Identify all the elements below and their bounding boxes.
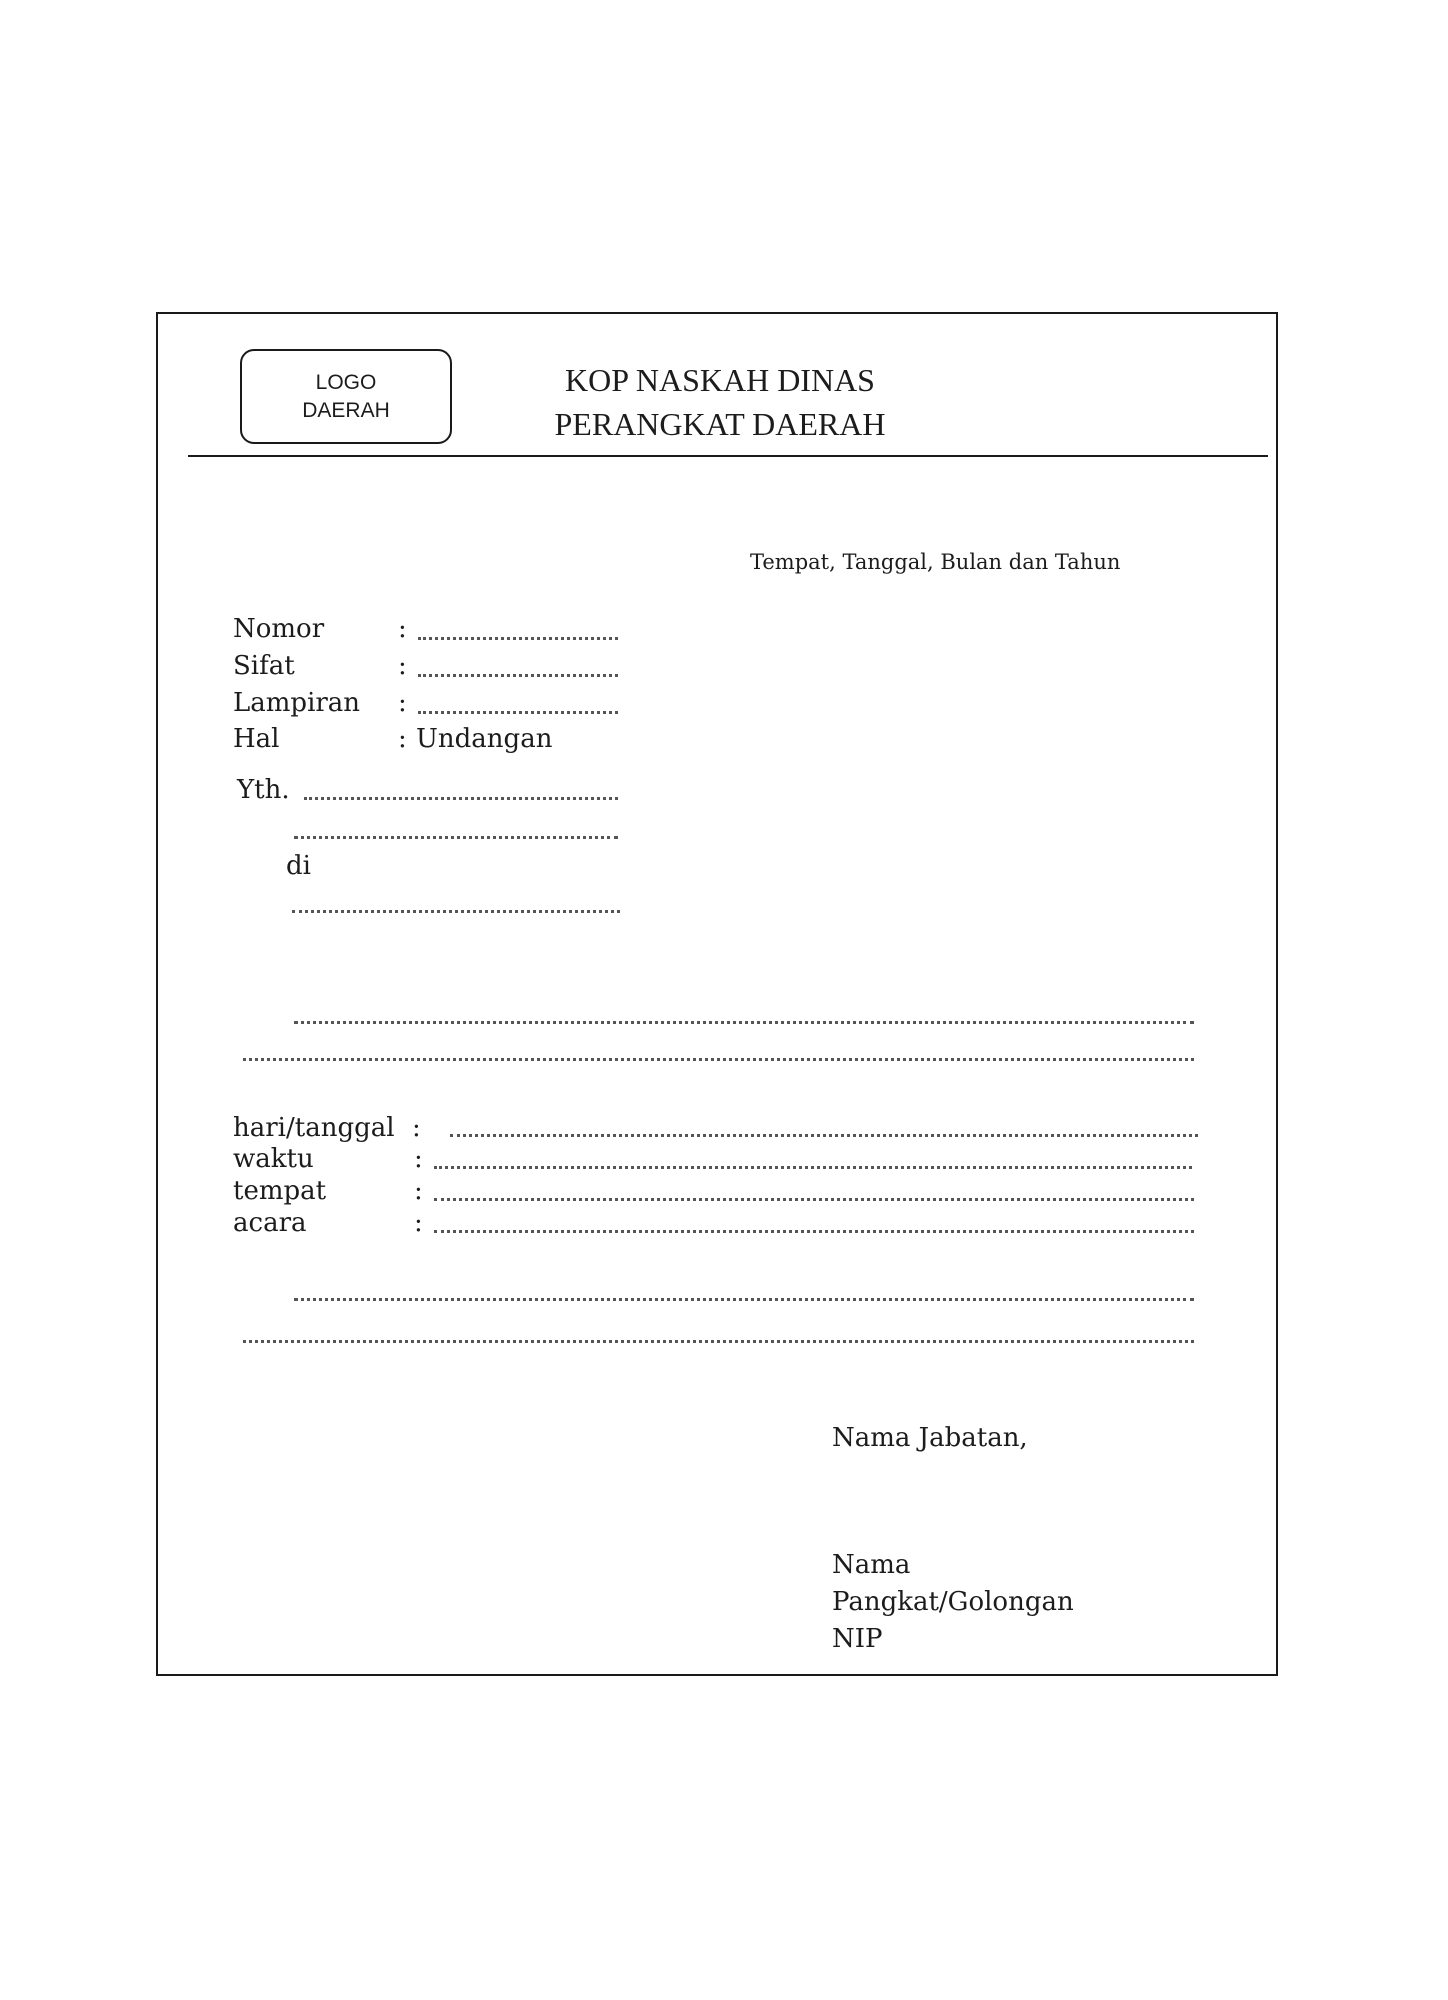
event-label-waktu: waktu xyxy=(233,1144,314,1174)
logo-placeholder xyxy=(240,349,452,444)
signature-nip: NIP xyxy=(832,1624,883,1654)
event-label-hari-tanggal: hari/tanggal xyxy=(233,1113,395,1143)
recipient-di: di xyxy=(286,851,311,881)
event-colon: : xyxy=(414,1144,423,1174)
recipient-dotted-line xyxy=(304,797,618,800)
recipient-address-dotted-line xyxy=(292,910,620,913)
kop-title-line1: KOP NASKAH DINAS xyxy=(565,362,875,398)
body-dotted-line xyxy=(243,1058,1194,1061)
recipient-dotted-line xyxy=(294,836,618,839)
event-colon: : xyxy=(414,1208,423,1238)
event-colon: : xyxy=(414,1176,423,1206)
field-colon: : xyxy=(398,688,407,718)
event-dotted-line xyxy=(434,1166,1192,1169)
field-value-hal: Undangan xyxy=(416,724,553,754)
field-label-nomor: Nomor xyxy=(233,614,325,644)
field-colon: : xyxy=(398,651,407,681)
closing-dotted-line xyxy=(243,1340,1194,1343)
body-dotted-line xyxy=(294,1021,1194,1024)
field-dotted-line xyxy=(418,711,618,714)
field-colon: : xyxy=(398,614,407,644)
field-label-sifat: Sifat xyxy=(233,651,295,681)
logo-text-line1: LOGO xyxy=(315,370,377,394)
signature-jabatan: Nama Jabatan, xyxy=(832,1423,1028,1453)
field-dotted-line xyxy=(418,637,618,640)
logo-text-line2: DAERAH xyxy=(302,398,390,422)
field-colon: : xyxy=(398,724,407,754)
signature-pangkat: Pangkat/Golongan xyxy=(832,1587,1074,1617)
recipient-yth: Yth. xyxy=(237,775,290,805)
kop-title-line2: PERANGKAT DAERAH xyxy=(554,406,886,442)
event-dotted-line xyxy=(434,1230,1194,1233)
letter-frame xyxy=(156,312,1278,1676)
event-label-tempat: tempat xyxy=(233,1176,327,1206)
field-label-hal: Hal xyxy=(233,724,280,754)
field-dotted-line xyxy=(418,674,618,677)
event-colon: : xyxy=(412,1113,421,1143)
signature-nama: Nama xyxy=(832,1550,911,1580)
place-date: Tempat, Tanggal, Bulan dan Tahun xyxy=(750,550,1121,574)
event-label-acara: acara xyxy=(233,1208,307,1238)
event-dotted-line xyxy=(450,1134,1198,1137)
event-dotted-line xyxy=(434,1198,1194,1201)
closing-dotted-line xyxy=(294,1298,1194,1301)
header-divider xyxy=(188,455,1268,457)
field-label-lampiran: Lampiran xyxy=(233,688,361,718)
